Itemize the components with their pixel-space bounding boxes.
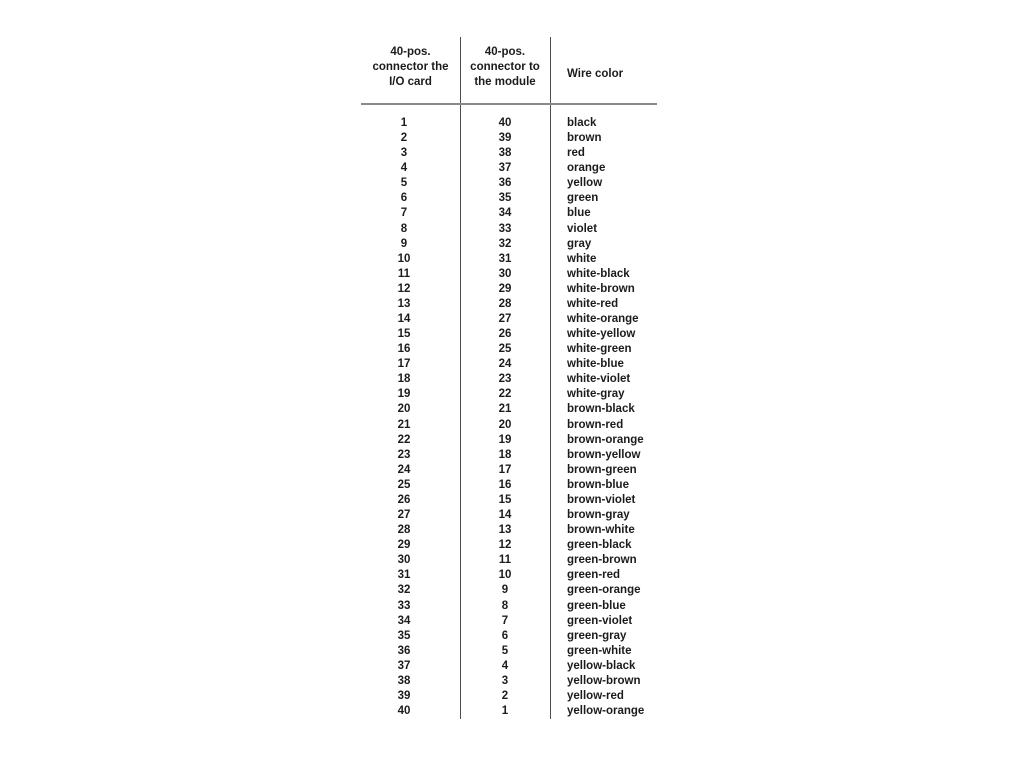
module-pin: 24	[498, 358, 512, 371]
table-header-row	[361, 37, 657, 103]
module-pin: 22	[498, 388, 512, 401]
module-pin: 12	[498, 539, 512, 552]
table-row	[361, 689, 657, 704]
module-pin: 33	[498, 222, 512, 235]
io-card-pin: 11	[397, 267, 411, 280]
wire-color: white-violet	[567, 373, 631, 386]
table-row	[361, 538, 657, 553]
io-card-pin: 30	[397, 554, 411, 567]
wire-color: white-green	[567, 343, 632, 356]
module-pin: 4	[501, 659, 509, 672]
module-pin: 21	[498, 403, 512, 416]
wire-color: gray	[567, 237, 592, 250]
table-row	[361, 659, 657, 674]
wire-color: white-gray	[567, 388, 625, 401]
pinout-table	[361, 37, 657, 719]
table-row	[361, 357, 657, 372]
table-row	[361, 372, 657, 387]
io-card-pin: 36	[397, 644, 411, 657]
wire-color: black	[567, 117, 597, 129]
table-row	[361, 508, 657, 523]
wire-color: green-gray	[567, 629, 627, 642]
table-row	[361, 523, 657, 538]
table-row	[361, 644, 657, 659]
wire-color: white-red	[567, 297, 619, 310]
table-row	[361, 448, 657, 463]
wire-color: brown	[567, 132, 602, 145]
io-card-pin: 29	[397, 539, 411, 552]
io-card-pin: 19	[397, 388, 411, 401]
wire-color: brown-gray	[567, 509, 630, 522]
table-row	[361, 161, 657, 176]
header-line: 40-pos.	[390, 46, 431, 58]
table-row	[361, 116, 657, 131]
io-card-pin: 20	[397, 403, 411, 416]
table-row	[361, 433, 657, 448]
table-row	[361, 327, 657, 342]
wire-color: blue	[567, 207, 591, 220]
io-card-pin: 28	[397, 524, 411, 537]
table-row	[361, 493, 657, 508]
io-card-pin: 22	[397, 433, 411, 446]
table-row	[361, 191, 657, 206]
wire-color: green-violet	[567, 614, 633, 627]
table-row	[361, 282, 657, 297]
io-card-pin: 7	[400, 207, 408, 220]
table-row	[361, 583, 657, 598]
module-pin: 34	[498, 207, 512, 220]
io-card-pin: 38	[397, 674, 411, 687]
io-card-pin: 14	[397, 313, 411, 326]
io-card-pin: 18	[397, 373, 411, 386]
io-card-pin: 37	[397, 659, 411, 672]
module-pin: 11	[498, 554, 512, 567]
table-row	[361, 387, 657, 402]
table-row	[361, 418, 657, 433]
wire-color: white-black	[567, 267, 630, 280]
wire-color: brown-black	[567, 403, 635, 416]
table-row	[361, 206, 657, 221]
table-row	[361, 599, 657, 614]
io-card-pin: 9	[400, 237, 408, 250]
wire-color: brown-white	[567, 524, 635, 537]
io-card-pin: 12	[397, 282, 411, 295]
module-pin: 23	[498, 373, 512, 386]
header-module-column	[460, 37, 550, 103]
table-row	[361, 146, 657, 161]
header-line: Wire color	[567, 68, 624, 80]
wire-color: green-brown	[567, 554, 637, 567]
wire-color: orange	[567, 162, 606, 175]
header-line: 40-pos.	[484, 46, 526, 58]
io-card-pin: 32	[397, 584, 411, 597]
module-pin: 6	[501, 629, 509, 642]
io-card-pin: 21	[397, 418, 411, 431]
module-pin: 18	[498, 448, 512, 461]
io-card-pin: 5	[400, 177, 408, 190]
table-row	[361, 222, 657, 237]
table-row	[361, 553, 657, 568]
wire-color: yellow	[567, 177, 603, 190]
module-pin: 8	[501, 599, 509, 612]
wire-color: brown-green	[567, 463, 637, 476]
module-pin: 32	[498, 237, 512, 250]
io-card-pin: 25	[397, 478, 411, 491]
io-card-pin: 40	[397, 705, 411, 718]
io-card-pin: 1	[400, 117, 408, 129]
io-card-pin: 13	[397, 297, 411, 310]
header-line: connector to	[470, 61, 540, 73]
table-row	[361, 131, 657, 146]
module-pin: 40	[498, 117, 512, 129]
io-card-pin: 6	[400, 192, 408, 205]
wire-color: yellow-black	[567, 659, 636, 672]
table-row	[361, 252, 657, 267]
table-row	[361, 176, 657, 191]
io-card-pin: 2	[400, 132, 408, 145]
header-line: the module	[474, 76, 536, 88]
table-row	[361, 342, 657, 357]
module-pin: 3	[501, 674, 509, 687]
module-pin: 39	[498, 132, 512, 145]
io-card-pin: 31	[397, 569, 411, 582]
wire-color: green-blue	[567, 599, 626, 612]
wire-color: yellow-orange	[567, 705, 645, 718]
module-pin: 29	[498, 282, 512, 295]
wire-color: brown-violet	[567, 493, 636, 506]
table-row	[361, 478, 657, 493]
wire-color: white-brown	[567, 282, 635, 295]
table-row	[361, 402, 657, 417]
module-pin: 2	[501, 689, 509, 702]
table-row	[361, 674, 657, 689]
wire-color: white	[567, 252, 597, 265]
module-pin: 36	[498, 177, 512, 190]
io-card-pin: 34	[397, 614, 411, 627]
module-pin: 25	[498, 343, 512, 356]
io-card-pin: 4	[400, 162, 408, 175]
io-card-pin: 27	[397, 509, 411, 522]
io-card-pin: 23	[397, 448, 411, 461]
io-card-pin: 39	[397, 689, 411, 702]
header-line: I/O card	[389, 76, 432, 88]
module-pin: 9	[501, 584, 509, 597]
wire-color: brown-orange	[567, 433, 644, 446]
module-pin: 28	[498, 297, 512, 310]
module-pin: 38	[498, 147, 512, 160]
wire-color: green-red	[567, 569, 621, 582]
wire-color: green	[567, 192, 599, 205]
wire-color: yellow-brown	[567, 674, 641, 687]
io-card-pin: 10	[397, 252, 411, 265]
wire-color: violet	[567, 222, 598, 235]
module-pin: 26	[498, 328, 512, 341]
wire-color: brown-red	[567, 418, 624, 431]
wire-color: brown-yellow	[567, 448, 641, 461]
io-card-pin: 35	[397, 629, 411, 642]
table-row	[361, 237, 657, 252]
io-card-pin: 17	[397, 358, 411, 371]
module-pin: 1	[501, 705, 509, 718]
module-pin: 30	[498, 267, 512, 280]
header-io-card-column	[361, 37, 460, 103]
module-pin: 35	[498, 192, 512, 205]
wire-color: green-orange	[567, 584, 641, 597]
wire-color: white-blue	[567, 358, 624, 371]
module-pin: 16	[498, 478, 512, 491]
module-pin: 7	[501, 614, 509, 627]
io-card-pin: 8	[400, 222, 408, 235]
io-card-pin: 26	[397, 493, 411, 506]
table-row	[361, 297, 657, 312]
module-pin: 5	[501, 644, 509, 657]
header-wire-color-column	[550, 37, 657, 103]
io-card-pin: 16	[397, 343, 411, 356]
wire-color: red	[567, 147, 585, 160]
module-pin: 27	[498, 313, 512, 326]
module-pin: 17	[498, 463, 512, 476]
table-row	[361, 704, 657, 719]
module-pin: 10	[498, 569, 512, 582]
module-pin: 37	[498, 162, 512, 175]
wire-color: white-orange	[567, 313, 639, 326]
io-card-pin: 3	[400, 147, 408, 160]
module-pin: 14	[498, 509, 512, 522]
table-row	[361, 614, 657, 629]
module-pin: 20	[498, 418, 512, 431]
table-row	[361, 568, 657, 583]
io-card-pin: 15	[397, 328, 411, 341]
table-row	[361, 312, 657, 327]
table-row	[361, 629, 657, 644]
module-pin: 19	[498, 433, 512, 446]
table-row	[361, 463, 657, 478]
wire-color: green-black	[567, 539, 632, 552]
header-line: connector the	[372, 61, 449, 73]
table-row	[361, 267, 657, 282]
module-pin: 15	[498, 493, 512, 506]
wire-color: white-yellow	[567, 328, 636, 341]
table-body	[361, 116, 657, 719]
module-pin: 13	[498, 524, 512, 537]
header-rule	[361, 103, 657, 105]
wire-color: yellow-red	[567, 689, 624, 702]
wire-color: brown-blue	[567, 478, 629, 491]
wire-color: green-white	[567, 644, 632, 657]
io-card-pin: 24	[397, 463, 411, 476]
io-card-pin: 33	[397, 599, 411, 612]
module-pin: 31	[498, 252, 512, 265]
